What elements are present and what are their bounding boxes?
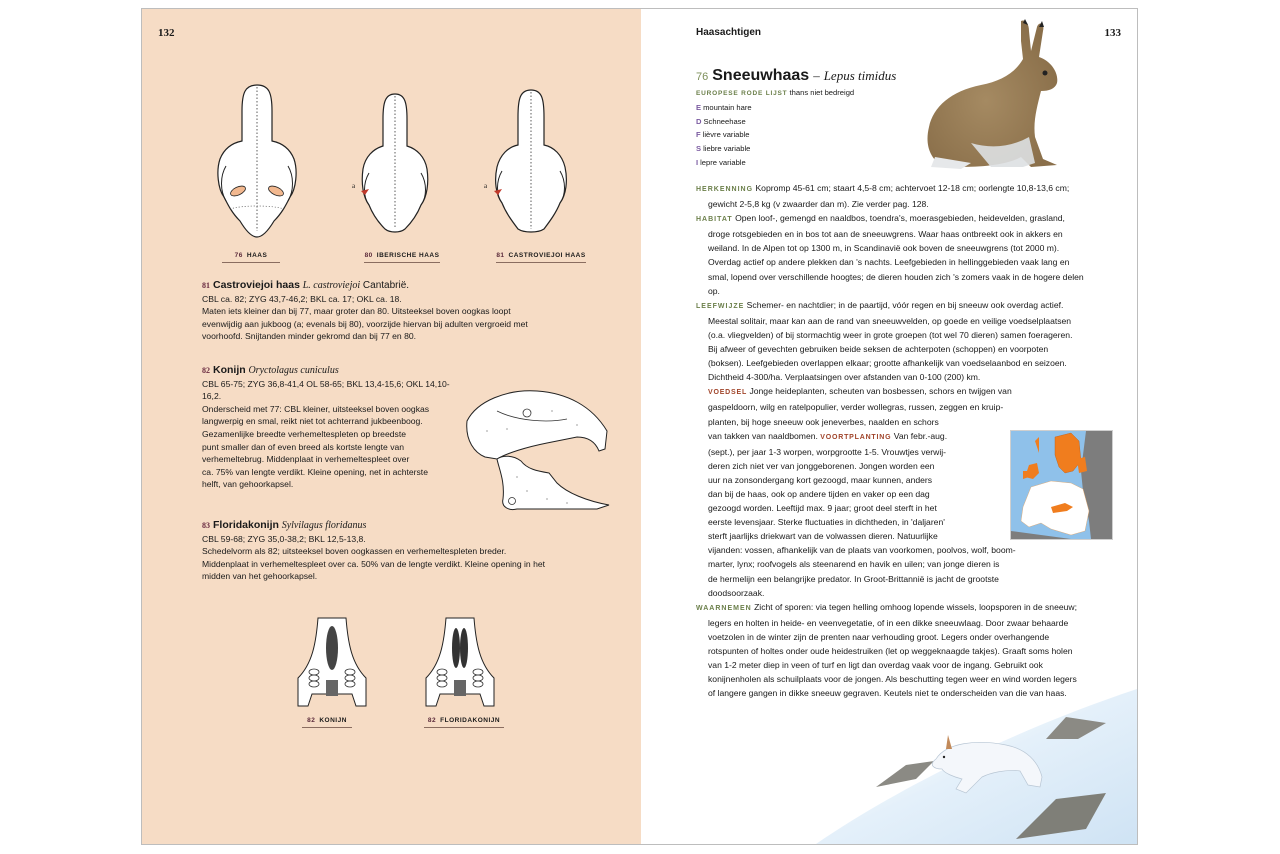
page-number-left: 132 (158, 27, 175, 39)
section-text: gaspeldoorn, wilg en ratelpopulier, verder wollegras, russen, zeggen en kruip- (708, 402, 1004, 413)
entry-name: Floridakonijn (213, 519, 279, 531)
skull-illustration-castroviejoi-haas (488, 87, 574, 237)
figure-label: IBERISCHE HAAS (376, 252, 440, 259)
entry-line: Onderscheid met 77: CBL kleiner, uitsteeksel boven oogkas (202, 403, 430, 414)
section-text: doodsoorzaak. (708, 587, 765, 598)
entry-line: helft, van gehoorkapsel. (202, 479, 294, 490)
red-list-status (696, 86, 896, 101)
red-list-value: thans niet bedreigd (789, 88, 855, 97)
right-page (641, 9, 1137, 844)
section-text: Zicht of sporen: via tegen helling omhoog lopende wissels, loopsporen in de sneeuw; legers en holten in heide- en veenvegetatie, of in een dikke sneeuwlaag. Door zwaar behaarde voetzolen in de winter zijn de prenten naar verhouding groot. Legers onder overhangende rotspunten of holtes onder oude heidestruiken (let op weggeknaagde takjes). Graaft soms holen van 1-2 meter diep in veen of turf en ligt dan overdag vaak voor de ingang. Gebruikt ook konijnenholen als schuilplaats voor de jongen. Als beschutting tegen weer en wind worden legers of langere gangen in dikke sneeuw gegraven. Keutels niet te onderscheiden van die van haas. (708, 601, 1078, 699)
entry-scientific-name: Sylvilagus floridanus (281, 520, 367, 531)
entry-number: 83 (202, 521, 210, 530)
section-text: de hermelijn een belangrijke predator. In Groot-Brittannië is jacht de grootste (708, 573, 999, 584)
mountain-hare-illustration (911, 17, 1076, 177)
language-name: Schneehase (703, 116, 746, 126)
figure-label: FLORIDAKONIJN (440, 717, 501, 724)
section-label: VOEDSEL (708, 389, 748, 397)
section-leefwijze (696, 298, 1084, 385)
language-name: lepre variable (700, 157, 746, 167)
vernacular-name (696, 142, 896, 156)
language-code: F (696, 130, 701, 140)
section-label: VOORTPLANTING (820, 433, 892, 441)
figure-caption (364, 252, 440, 263)
entry-number: 81 (202, 281, 210, 290)
section-text: deren zich niet ver van jonggeborenen. Jongen worden een (708, 460, 935, 471)
language-code: S (696, 144, 702, 154)
figure-number: 82 (427, 717, 437, 724)
section-text: vijanden: vossen, afhankelijk van de plaats van voorkomen, poolvos, wolf, boom- (708, 545, 1016, 556)
figure-caption (222, 252, 280, 263)
figure-label: HAAS (246, 252, 268, 259)
figure-label: KONIJN (319, 717, 347, 724)
section-text: Kopromp 45-61 cm; staart 4,5-8 cm; achtervoet 12-18 cm; oorlengte 10,8-13,6 cm; gewicht 2-5,8 kg (v zwaarder dan m). Zie verder pag. 128. (708, 183, 1070, 210)
figure-caption (496, 252, 586, 263)
entry-line: Maten iets kleiner dan bij 77, maar groter dan 80. Uitsteeksel boven oogkas loopt (202, 306, 511, 317)
entry-number: 82 (202, 366, 210, 375)
palate-illustration-konijn (292, 614, 372, 709)
section-text: van takken van naaldbomen. (708, 430, 818, 441)
left-page (142, 9, 641, 844)
vernacular-name (696, 128, 896, 142)
chapter-title: Haasachtigen (696, 27, 762, 38)
section-text: eerste levensjaar. Sterke fluctuaties in dichtheden, in 'daljaren' (708, 517, 945, 528)
entry-scientific-name: Oryctolagus cuniculus (248, 365, 339, 376)
winter-hare-illustration (816, 669, 1137, 844)
vernacular-name (696, 156, 896, 170)
language-code: I (696, 157, 699, 167)
section-text: dan bij de haas, ook op andere tijden en vaker op een dag (708, 488, 930, 499)
figure-number: 76 (234, 252, 243, 259)
figure-caption (424, 717, 504, 728)
distribution-map (1010, 430, 1113, 540)
entry-line: CBL 59-68; ZYG 35,0-38,2; BKL 12,5-13,8. (202, 533, 366, 544)
palate-illustration-floridakonijn (420, 614, 500, 709)
page-number-right: 133 (1104, 27, 1121, 39)
entry-line: CBL ca. 82; ZYG 43,7-46,2; BKL ca. 17; OKL ca. 18. (202, 293, 402, 304)
section-text: Schemer- en nachtdier; in de paartijd, vóór regen en bij sneeuw ook overdag actief. Meestal solitair, maar kan aan de rand van sneeuwvelden, op goede en veilige voedselplaatsen (o.a. vliegvelden) of bij stormachtig weer in grote groepen (tot wel 70 dieren) samen foerageren. Bij afweer of gevechten gebruiken beide seksen de achterpoten (schoppen) en voorpoten (boksen). Leefgebieden overlappen elkaar; grootte afhankelijk van voedselaanbod en seizoen. Dichtheid 4-300/ha. Verplaatsingen over afstanden van 0-100 (200) km. (708, 299, 1073, 383)
species-number: 76 (696, 71, 709, 83)
section-habitat (696, 211, 1084, 298)
section-text: Jonge heideplanten, scheuten van bosbessen, schors en twijgen van (749, 386, 1012, 397)
vernacular-name (696, 101, 896, 115)
section-text: gezoogd worden. Leeftijd max. 9 jaar; groot deel sterft in het (708, 503, 937, 514)
entry-region: Cantabrië. (362, 280, 410, 291)
figure-number: 80 (364, 252, 373, 259)
language-name: lièvre variable (702, 130, 750, 140)
section-text: (sept.), per jaar 1-3 worpen, worpgrootte 1-5. Vrouwtjes verwij- (708, 446, 947, 457)
entry-line: punt smaller dan of even breed als kortste lengte van (202, 441, 405, 452)
section-text: planten, bij hoge sneeuw ook jeneverbes, naalden en schors (708, 416, 939, 427)
figure-number: 82 (307, 717, 316, 724)
entry-floridakonijn (202, 519, 602, 583)
section-text: uur na zonsondergang kort gezoogd, maar kunnen, anders (708, 474, 933, 485)
section-label: HABITAT (696, 216, 733, 224)
red-list-label: EUROPESE RODE LIJST (696, 90, 788, 97)
figure-caption (302, 717, 352, 728)
entry-line: voorhoofd. Snijtanden minder gekromd dan bij 77 en 80. (202, 331, 417, 342)
title-dash: – (813, 68, 820, 83)
section-text: marter, lynx; roofvogels als steenarend en havik en uilen; van jonge dieren is (708, 559, 1000, 570)
entry-line: langwerpig en smal, reikt niet tot achterrand jukbeenboog. (202, 416, 423, 427)
entry-line: midden van het gehoorkapsel. (202, 571, 318, 582)
entry-line: 16,2. (202, 391, 222, 402)
entry-line: verhemeltebrug. Middenplaat in verhemeltespleet over (202, 454, 410, 465)
species-header (696, 67, 896, 170)
language-name: mountain hare (703, 102, 752, 112)
entry-name: Castroviejoi haas (213, 279, 300, 291)
entry-line: Schedelvorm als 82; uitsteeksel boven oogkassen en verhemeltespleten breder. (202, 546, 507, 557)
species-name: Sneeuwhaas (712, 67, 810, 84)
section-herkenning (696, 181, 1084, 211)
marker-a: a (352, 182, 356, 190)
section-label: HERKENNING (696, 186, 754, 193)
entry-line: CBL 65-75; ZYG 36,8-41,4 OL 58-65; BKL 13,4-15,6; OKL 14,10- (202, 378, 450, 389)
section-label: LEEFWIJZE (696, 302, 745, 310)
marker-a: a (484, 182, 488, 190)
vernacular-name (696, 115, 896, 129)
entry-scientific-name: L. castroviejoi (302, 280, 361, 291)
entry-konijn (202, 364, 462, 491)
entry-line: Middenplaat in verhemeltespleet over ca. 50% van de lengte verdikt. Kleine opening in het (202, 558, 546, 569)
entry-line: Gezamenlijke breedte verhemeltespleten op breedste (202, 428, 406, 439)
language-code: E (696, 102, 702, 112)
rabbit-skull-side-illustration (457, 381, 612, 521)
section-text: Van febr.-aug. (893, 430, 948, 441)
section-label: WAARNEMEN (696, 604, 752, 612)
figure-number: 81 (496, 252, 505, 259)
language-name: liebre variable (703, 144, 751, 154)
entry-name: Konijn (213, 364, 246, 376)
entry-line: evenwijdig aan jukboog (a; evenals bij 80), voorzijde hiervan bij adulten vergroeid met (202, 318, 528, 329)
species-scientific-name: Lepus timidus (823, 68, 897, 83)
section-text: sterft jaarlijks driekwart van de volwassen dieren. Natuurlijke (708, 531, 938, 542)
section-text: Open loof-, gemengd en naaldbos, toendra's, moerasgebieden, heidevelden, grasland, droge rotsgebieden en in bos tot aan de sneeuwgrens. Waar haas ontbreekt ook in akkers en weiland. In de Alpen tot op 1300 m, in Scandinavië ook boven de sneeuwgrens (tot 2000 m). Overdag actief op andere plekken dan 's nachts. Leefgebieden in hellinggebieden vaak lang en smal, lopend over verschillende hoogtes; de dieren houden zich 's zomers vaak in de hogere delen op. (708, 213, 1084, 296)
figure-label: CASTROVIEJOI HAAS (508, 252, 586, 259)
skull-illustration-iberische-haas (355, 91, 435, 236)
skull-illustration-haas (212, 81, 302, 241)
book-spread (141, 8, 1138, 845)
entry-castroviejoi-haas (202, 279, 602, 343)
entry-line: ca. 75% van lengte verdikt. Kleine opening, net in achterste (202, 466, 428, 477)
language-code: D (696, 116, 702, 126)
